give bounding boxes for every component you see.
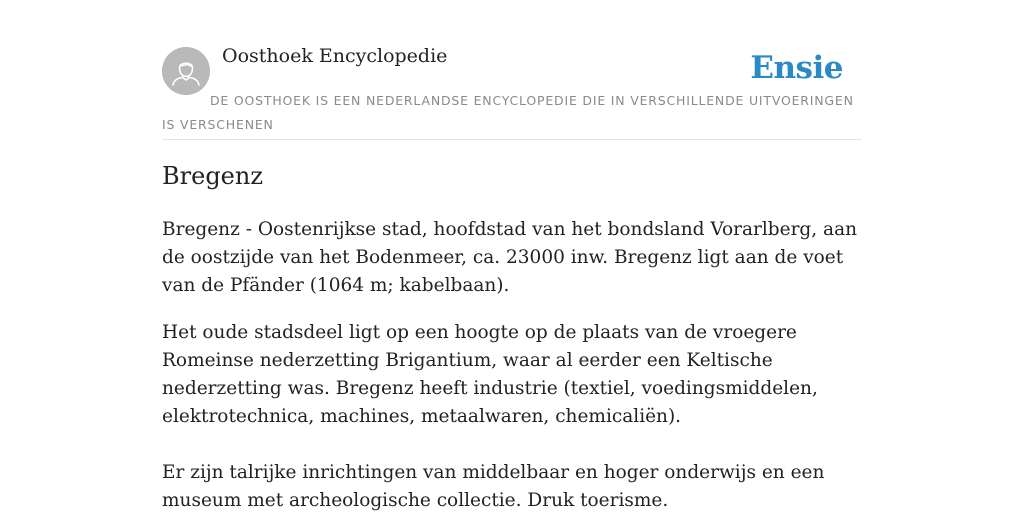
source-tagline: DE OOSTHOEK IS EEN NEDERLANDSE ENCYCLOPEDIE DIE IN VERSCHILLENDE UITVOERINGEN IS VERSCHENEN xyxy=(162,93,854,132)
article-paragraph: Het oude stadsdeel ligt op een hoogte op de plaats van de vroegere Romeinse nederzetting Brigantium, waar al eerder een Keltische nederzetting was. Bregenz heeft industrie (textiel, voedingsmiddelen, elektrotechnica, machines, metaalwaren, chemicaliën). xyxy=(162,322,818,427)
article-title: Bregenz xyxy=(162,162,263,190)
source-avatar[interactable] xyxy=(162,47,210,95)
ensie-logo[interactable]: Ensie xyxy=(750,50,843,86)
article-paragraph: Bregenz - Oostenrijkse stad, hoofdstad van het bondsland Vorarlberg, aan de oostzijde van het Bodenmeer, ca. 23000 inw. Bregenz ligt aan de voet van de Pfänder (1064 m; kabelbaan). xyxy=(162,219,858,296)
source-header xyxy=(162,0,862,140)
article-paragraph: Er zijn talrijke inrichtingen van middelbaar en hoger onderwijs en een museum met archeologische collectie. Druk toerisme. xyxy=(162,462,825,511)
page xyxy=(162,0,862,512)
user-silhouette-icon xyxy=(162,47,210,95)
source-title-link[interactable]: Oosthoek Encyclopedie xyxy=(222,45,448,67)
